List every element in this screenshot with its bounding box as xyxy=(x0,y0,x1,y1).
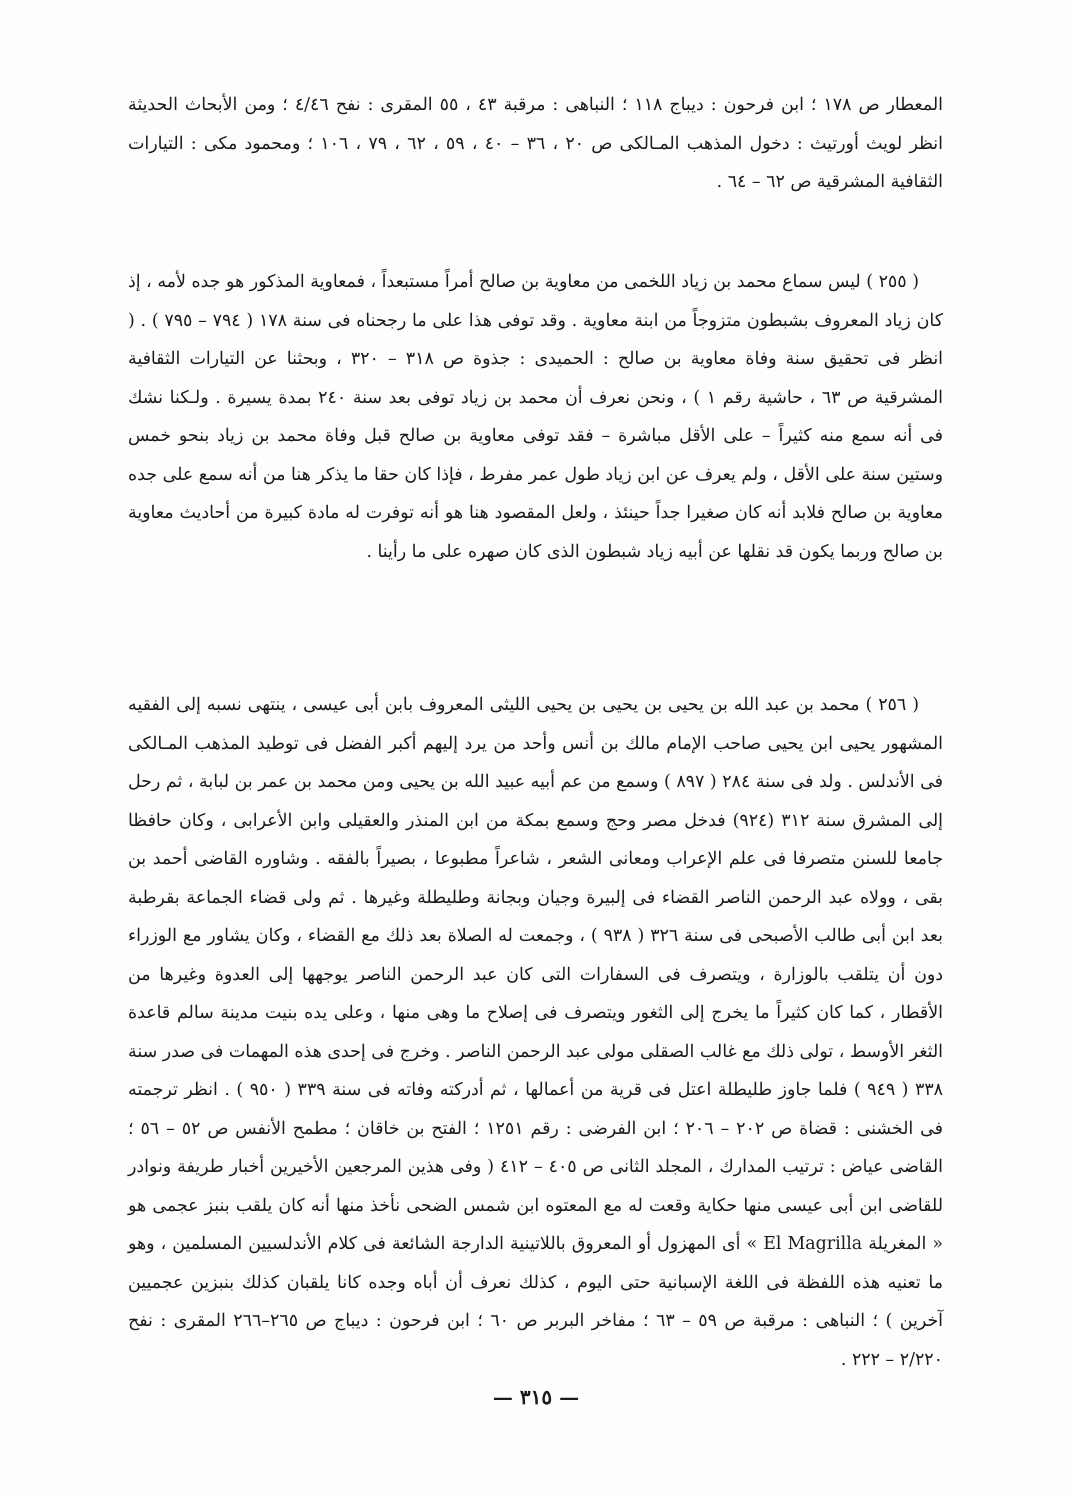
footnote-continuation xyxy=(128,86,943,202)
footnote-255 xyxy=(128,263,943,571)
footnote-256-text: ( ٢٥٦ ) محمد بن عبد الله بن يحيى بن يحيى بن يحيى الليثى المعروف بابن أبى عيسى ، ينتهى نسبه إلى الفقيه المشهور يحيى ابن يحيى صاحب الإمام مالك بن أنس وأحد من يرد إليهم أكبر الفضل فى توطيد المذهب المـالكى فى الأندلس . ولد فى سنة ٢٨٤ ( ٨٩٧ ) وسمع من عم أبيه عبيد الله بن يحيى ومن محمد بن عمر بن لبابة ، ثم رحل إلى المشرق سنة ٣١٢ (٩٢٤) فدخل مصر وحج وسمع بمكة من ابن المنذر والعقيلى وابن الأعرابى ، وكان حافظا جامعا للسنن متصرفا فى علم الإعراب ومعانى الشعر ، شاعراً مطبوعا ، بصيراً بالفقه . وشاوره القاضى أحمد بن بقى ، وولاه عبد الرحمن الناصر القضاء فى إلبيرة وجيان وبجانة وطليطلة وغيرها . ثم ولى قضاء الجماعة بقرطبة بعد ابن أبى طالب الأصبحى فى سنة ٣٢٦ ( ٩٣٨ ) ، وجمعت له الصلاة بعد ذلك مع القضاء ، وكان يشاور مع الوزراء دون أن يتلقب بالوزارة ، ويتصرف فى السفارات التى كان عبد الرحمن الناصر يوجهها إلى العدوة وغيرها من الأقطار ، كما كان كثيراً ما يخرج إلى الثغور ويتصرف فى إصلاح ما وهى منها ، وعلى يده بنيت مدينة سالم قاعدة الثغر الأوسط ، تولى ذلك مع غالب الصقلى مولى عبد الرحمن الناصر . وخرج فى إحدى هذه المهمات فى صدر سنة ٣٣٨ ( ٩٤٩ ) فلما جاوز طليطلة اعتل فى قرية من أعمالها ، ثم أدركته وفاته فى سنة ٣٣٩ ( ٩٥٠ ) . انظر ترجمته فى الخشنى : قضاة ص ٢٠٢ – ٢٠٦ ؛ ابن الفرضى : رقم ١٢٥١ ؛ الفتح بن خاقان ؛ مطمح الأنفس ص ٥٢ – ٥٦ ؛ القاضى عياض : ترتيب المدارك ، المجلد الثانى ص ٤٠٥ – ٤١٢ ( وفى هذين المرجعين الأخيرين أخبار طريفة ونوادر للقاضى ابن أبى عيسى منها حكاية وقعت له مع المعتوه ابن شمس الضحى نأخذ منها أنه كان يلقب بنبز عجمى هو « المغريلة El Magrilla » أى المهزول أو المعروق باللاتينية الدارجة الشائعة فى كلام الأندلسيين المسلمين ، وهو ما تعنيه هذه اللفظة فى اللغة الإسبانية حتى اليوم ، كذلك نعرف أن أباه وجده كانا يلقبان كذلك بنبزين عجميين آخرين ) ؛ النباهى : مرقبة ص ٥٩ – ٦٣ ؛ مفاخر البربر ص ٦٠ ؛ ابن فرحون : ديباج ص ٢٦٥–٢٦٦ المقرى : نفح ٢/٢٢٠ – ٢٢٢ . xyxy=(128,695,944,1370)
footnote-256 xyxy=(128,686,943,1379)
page-number: — ٣١٥ — xyxy=(492,1385,580,1409)
footnote-255-text: ( ٢٥٥ ) ليس سماع محمد بن زياد اللخمى من معاوية بن صالح أمراً مستبعداً ، فمعاوية المذكور هو جده لأمه ، إذ كان زياد المعروف بشبطون متزوجاً من ابنة معاوية . وقد توفى هذا على ما رجحناه فى سنة ١٧٨ ( ٧٩٤ – ٧٩٥ ) . ( انظر فى تحقيق سنة وفاة معاوية بن صالح : الحميدى : جذوة ص ٣١٨ – ٣٢٠ ، وبحثنا عن التيارات الثقافية المشرقية ص ٦٣ ، حاشية رقم ١ ) ، ونحن نعرف أن محمد بن زياد توفى بعد سنة ٢٤٠ بمدة يسيرة . ولـكنا نشك فى أنه سمع منه كثيراً – على الأقل مباشرة – فقد توفى معاوية بن صالح قبل وفاة محمد بن زياد بنحو خمس وستين سنة على الأقل ، ولم يعرف عن ابن زياد طول عمر مفرط ، فإذا كان حقا ما يذكر هنا من أنه سمع على جده معاوية بن صالح فلابد أنه كان صغيرا جداً حينئذ ، ولعل المقصود هنا هو أنه توفرت له مادة كبيرة من أحاديث معاوية بن صالح وربما يكون قد نقلها عن أبيه زياد شبطون الذى كان صهره على ما رأينا . xyxy=(128,272,943,562)
footnote-continuation-text: المعطار ص ١٧٨ ؛ ابن فرحون : ديباج ١١٨ ؛ النباهى : مرقبة ٤٣ ، ٥٥ المقرى : نفح ٤/٤٦ ؛ ومن الأبحاث الحديثة انظر لويث أورتيث : دخول المذهب المـالكى ص ٢٠ ، ٣٦ – ٤٠ ، ٥٩ ، ٦٢ ، ٧٩ ، ١٠٦ ؛ ومحمود مكى : التيارات الثقافية المشرقية ص ٦٢ – ٦٤ . xyxy=(128,95,943,192)
